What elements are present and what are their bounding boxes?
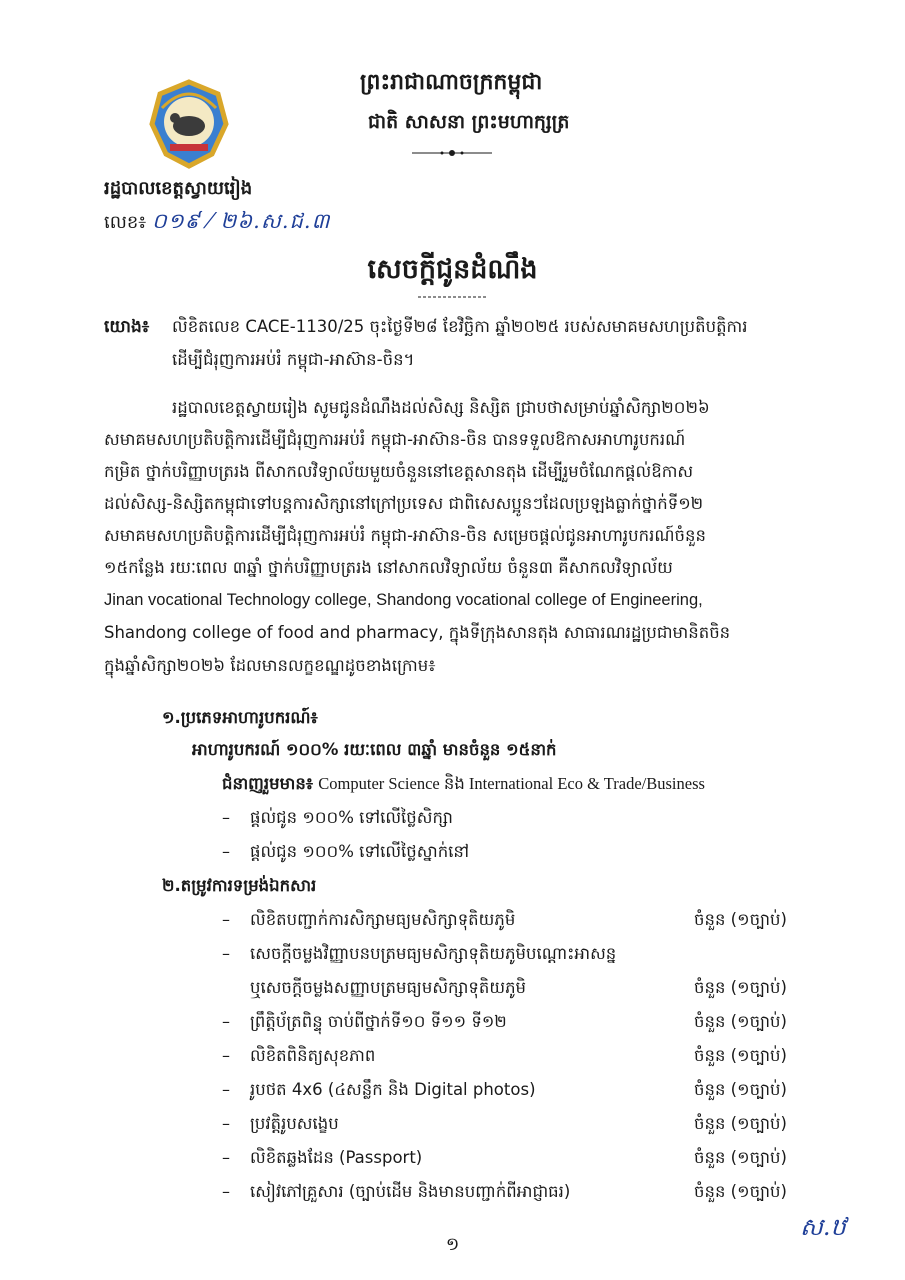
document-count: ចំនួន (១ច្បាប់) <box>694 1012 787 1031</box>
document-count: ចំនួន (១ច្បាប់) <box>694 1114 787 1133</box>
document-item: លិខិតបញ្ជាក់ការសិក្សាមធ្យមសិក្សាទុតិយភូមិ <box>250 910 516 929</box>
document-item: រូបថត 4x6 (៤សន្លឹក និង Digital photos) <box>250 1080 536 1099</box>
body-line: ដល់សិស្ស-និស្សិតកម្ពុជាទៅបន្តការសិក្សានៅក្រៅប្រទេស ជាពិសេសប្អូនៗដែលប្រឡងធ្លាក់ថ្នាក់ទី១២ <box>104 494 704 513</box>
bullet-dash: – <box>222 910 230 929</box>
majors-text: Computer Science និង International Eco & Trade/Business <box>318 774 705 793</box>
majors-line <box>222 774 705 798</box>
bullet-dash: – <box>222 1080 230 1099</box>
bullet-dash: – <box>222 944 230 963</box>
document-item: សេចក្តីចម្លងវិញ្ញាបនបត្រមធ្យមសិក្សាទុតិយភូមិបណ្តោះអាសន្ន <box>250 944 617 963</box>
majors-label: ជំនាញរួមមាន៖ <box>222 774 314 793</box>
bullet-dash: – <box>222 1114 230 1133</box>
benefit-item: ផ្តល់ជូន ១០០% ទៅលើថ្លៃសិក្សា <box>250 808 453 827</box>
body-line: ១៥កន្លែង រយៈពេល ៣ឆ្នាំ ថ្នាក់បរិញ្ញាបត្ររង នៅសាកលវិទ្យាល័យ ចំនួន៣ គឺសាកលវិទ្យាល័យ <box>104 558 673 577</box>
document-count: ចំនួន (១ច្បាប់) <box>694 1046 787 1065</box>
benefit-item: ផ្តល់ជូន ១០០% ទៅលើថ្លៃស្នាក់នៅ <box>250 842 470 861</box>
document-item: លិខិតឆ្លងដែន (Passport) <box>250 1148 423 1167</box>
body-line: Jinan vocational Technology college, Shandong vocational college of Engineering, <box>104 591 703 609</box>
document-count: ចំនួន (១ច្បាប់) <box>694 910 787 929</box>
title-ornament-icon <box>418 294 488 300</box>
document-item: ព្រឹត្តិប័ត្រពិន្ទុ ចាប់ពីថ្នាក់ទី១០ ទី១១ ទី១២ <box>250 1012 507 1031</box>
reference-line-1: លិខិតលេខ CACE-1130/25 ចុះថ្ងៃទី២៨ ខែវិច្ឆិកា ឆ្នាំ២០២៥ របស់សមាគមសហប្រតិបត្តិការ <box>172 317 748 336</box>
body-line: រដ្ឋបាលខេត្តស្វាយរៀង សូមជូនដំណឹងដល់សិស្ស និស្សិត ជ្រាបថាសម្រាប់ឆ្នាំសិក្សា២០២៦ <box>172 398 710 417</box>
body-line: សមាគមសហប្រតិបត្តិការដើម្បីជំរុញការអប់រំ កម្ពុជា-អាស៊ាន-ចិន បានទទួលឱកាសអាហារូបករណ៍ <box>104 430 686 449</box>
document-count: ចំនួន (១ច្បាប់) <box>694 1148 787 1167</box>
decorative-divider-icon <box>412 148 492 158</box>
document-count: ចំនួន (១ច្បាប់) <box>694 978 787 997</box>
section-1-subheading: អាហារូបករណ៍ ១០០% រយៈពេល ៣ឆ្នាំ មានចំនួន ១៥នាក់ <box>192 740 557 759</box>
national-motto: ជាតិ សាសនា ព្រះមហាក្សត្រ <box>368 111 570 133</box>
bullet-dash: – <box>222 1182 230 1201</box>
reference-line-2: ដើម្បីជំរុញការអប់រំ កម្ពុជា-អាស៊ាន-ចិន។ <box>172 350 415 369</box>
section-2-heading: ២.តម្រូវការទម្រង់ឯកសារ <box>162 876 317 895</box>
document-item: ប្រវត្តិរូបសង្ខេប <box>250 1114 339 1133</box>
handwritten-initials: ស.ឋ <box>800 1213 846 1241</box>
kingdom-title: ព្រះរាជាណាចក្រកម្ពុជា <box>360 70 543 95</box>
body-line: ក្នុងឆ្នាំសិក្សា២០២៦ ដែលមានលក្ខខណ្ឌដូចខាងក្រោម៖ <box>104 656 436 675</box>
provincial-emblem-icon <box>148 78 230 170</box>
body-line: សមាគមសហប្រតិបត្តិការដើម្បីជំរុញការអប់រំ កម្ពុជា-អាស៊ាន-ចិន សម្រេចផ្តល់ជូនអាហារូបករណ៍ចំនួន <box>104 526 706 545</box>
bullet-dash: – <box>222 1046 230 1065</box>
document-item: ឬសេចក្តីចម្លងសញ្ញាបត្រមធ្យមសិក្សាទុតិយភូមិ <box>250 978 527 997</box>
issuer-name: រដ្ឋបាលខេត្តស្វាយរៀង <box>104 178 253 199</box>
bullet-dash: – <box>222 1012 230 1031</box>
body-line: Shandong college of food and pharmacy, ក្នុងទីក្រុងសានតុង សាធារណរដ្ឋប្រជាមានិតចិន <box>104 623 731 642</box>
page-number: ១ <box>445 1234 460 1255</box>
bullet-dash: – <box>222 842 230 861</box>
document-number-value: ០១៩ ⁄ ២៦.ស.ជ.៣ <box>151 209 331 233</box>
section-1-heading: ១.ប្រភេទអាហារូបករណ៍៖ <box>162 708 318 727</box>
document-item: លិខិតពិនិត្យសុខភាព <box>250 1046 376 1065</box>
page-title: សេចក្តីជូនដំណឹង <box>367 254 538 285</box>
document-count: ចំនួន (១ច្បាប់) <box>694 1080 787 1099</box>
document-item: សៀវភៅគ្រួសារ (ច្បាប់ដើម និងមានបញ្ជាក់ពីអាជ្ញាធរ) <box>250 1182 571 1201</box>
document-number-label: លេខ៖ <box>104 212 147 233</box>
reference-label: យោង៖ <box>104 317 150 337</box>
document-number <box>104 208 330 239</box>
bullet-dash: – <box>222 1148 230 1167</box>
document-count: ចំនួន (១ច្បាប់) <box>694 1182 787 1201</box>
bullet-dash: – <box>222 808 230 827</box>
body-line: កម្រិត ថ្នាក់បរិញ្ញាបត្ររង ពីសាកលវិទ្យាល័យមួយចំនួននៅខេត្តសានតុង ដើម្បីរួមចំណែកផ្តល់ឱកាស <box>104 462 694 481</box>
